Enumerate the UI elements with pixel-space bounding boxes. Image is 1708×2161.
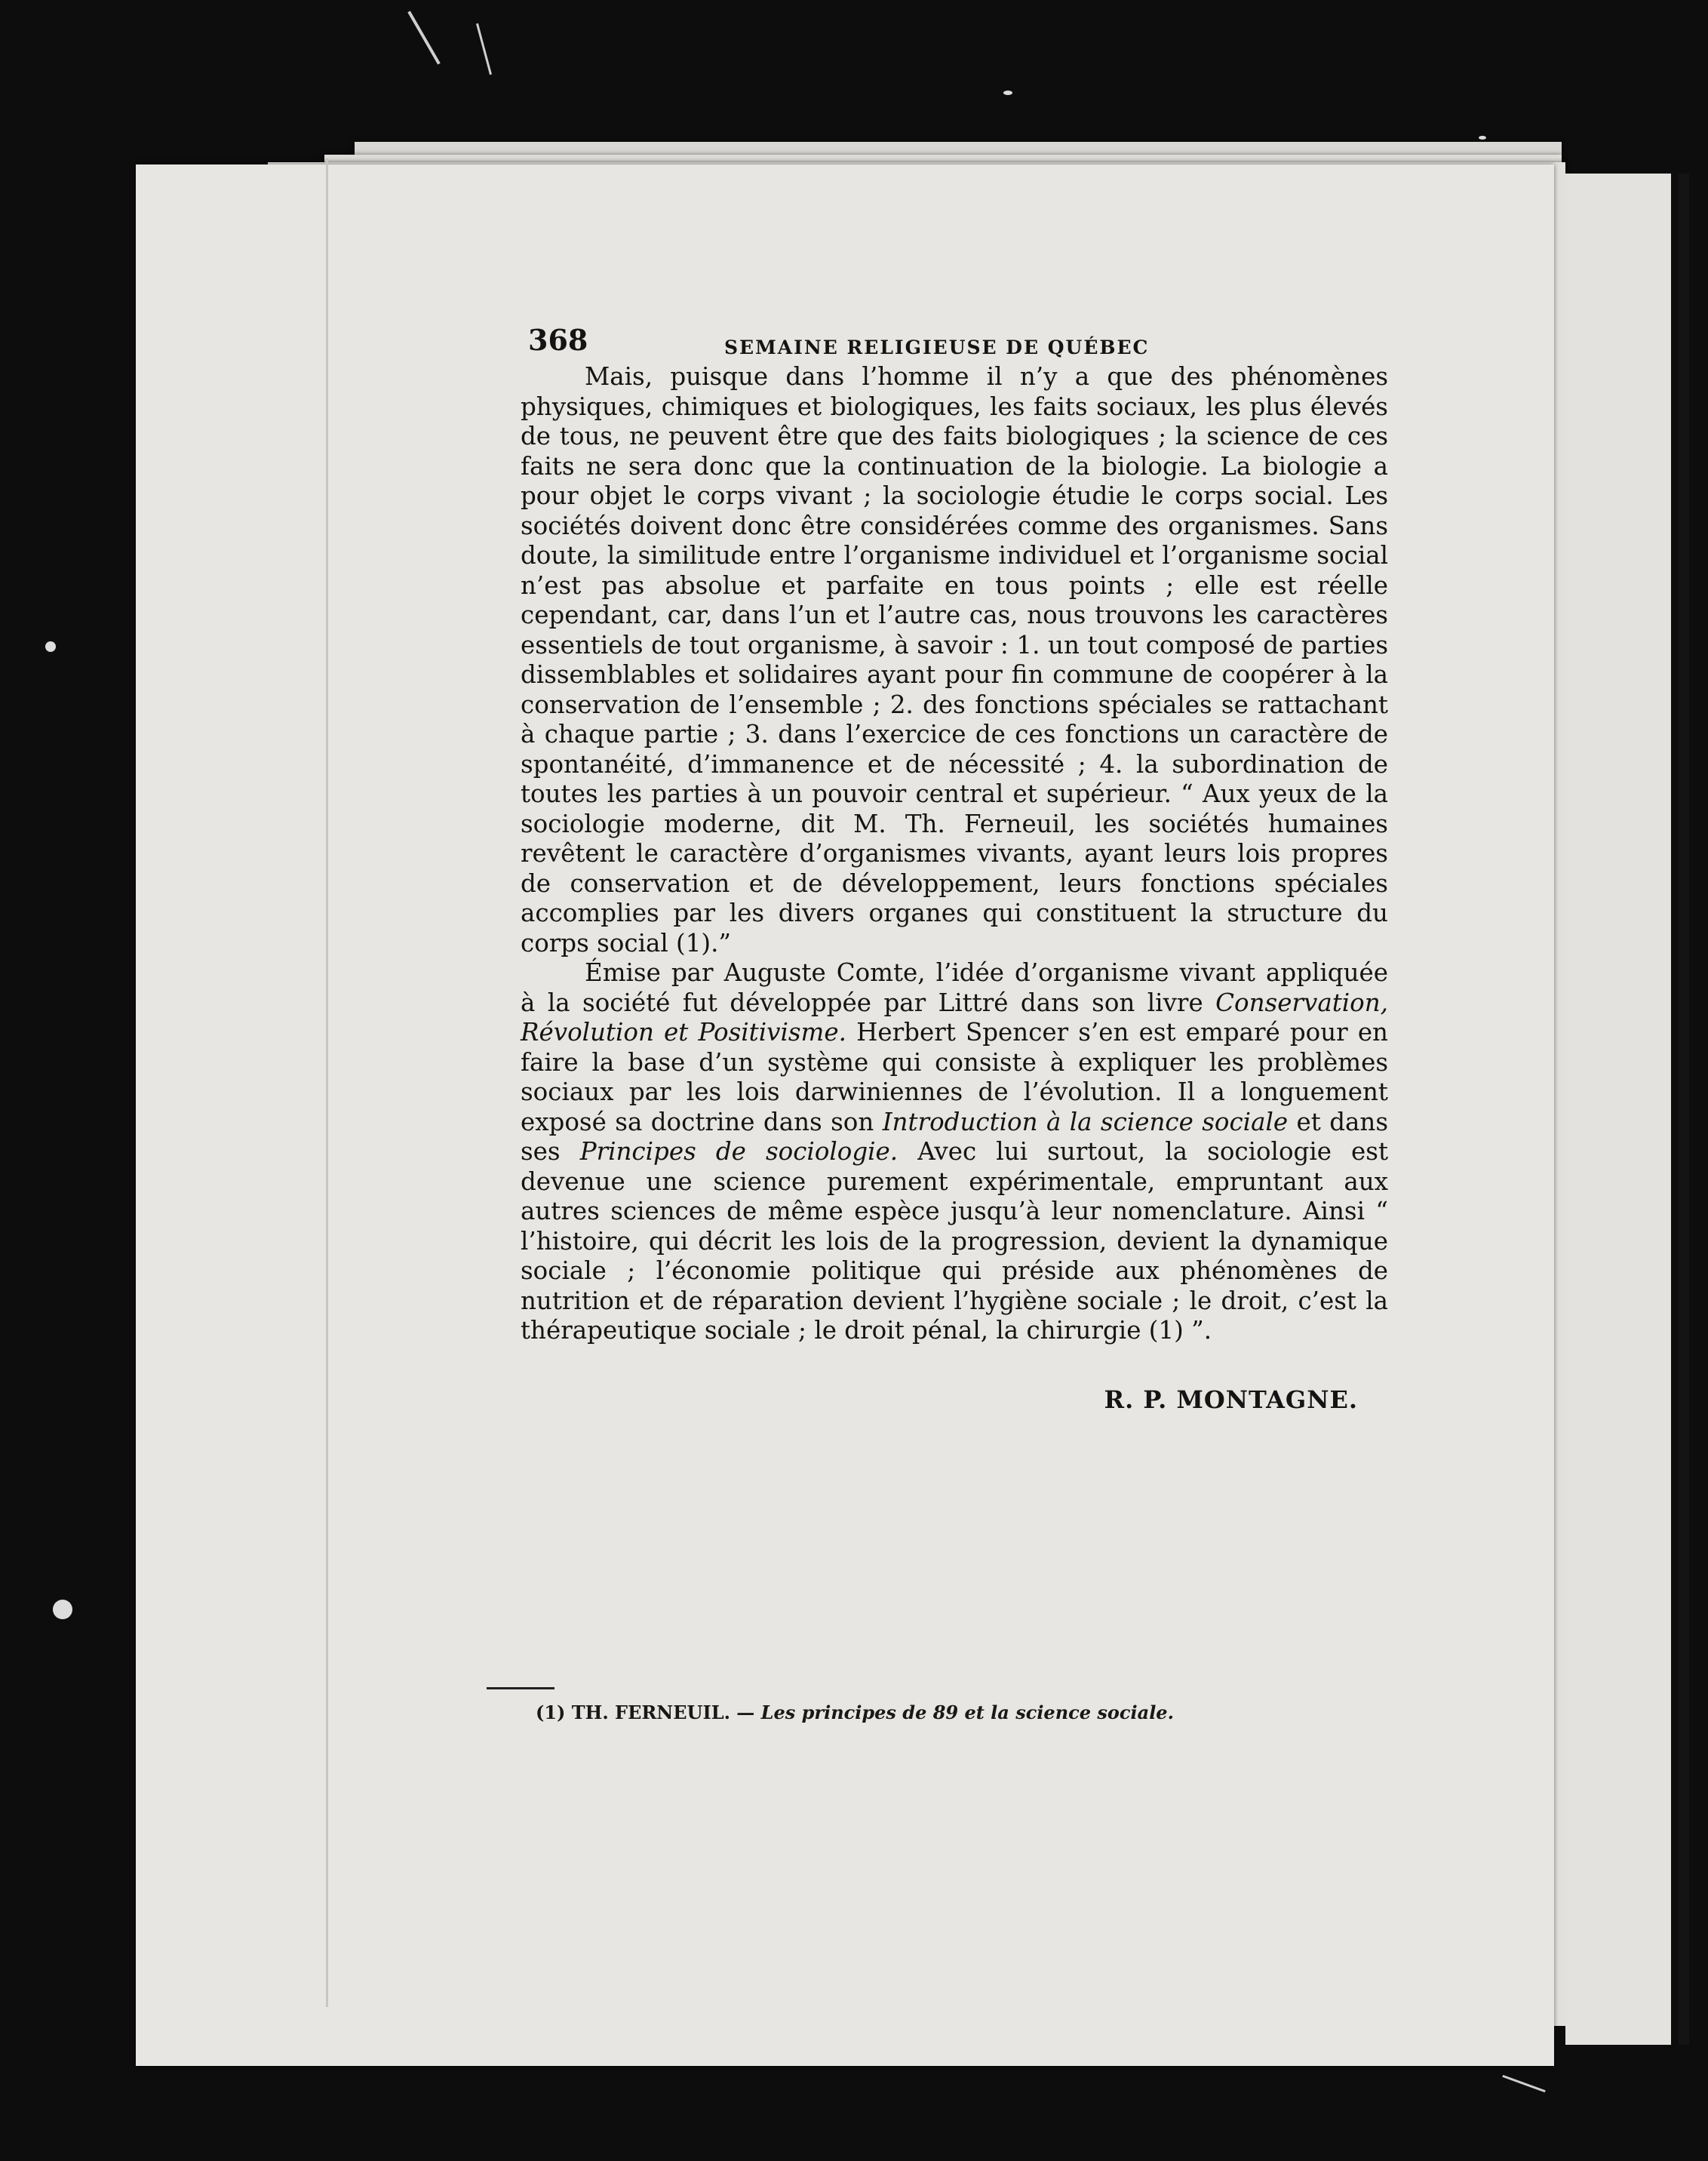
paragraph-2-text: Avec lui surtout, la sociologie est devenue une science purement expérimentale, empruntant aux autres sciences de même espèce jusqu’à leur nomenclature. Ainsi “ l’histoire, qui décrit les lois de la progression, devient la dynamique sociale ; l’économie politique qui préside aux phénomènes de nutrition et de réparation devient l’hygiène sociale ; le droit, c’est la thérapeutique sociale ; le droit pénal, la chirurgie (1) ”.: [521, 1137, 1389, 1345]
page-text: [521, 317, 1388, 1414]
book-title-introduction: Introduction à la science sociale: [882, 1107, 1289, 1136]
paragraph-2-text: et dans ses: [521, 1107, 1389, 1166]
page-number: 368: [528, 323, 588, 357]
running-head: SEMAINE RELIGIEUSE DE QUÉBEC: [724, 337, 1150, 358]
dust-speck: [53, 1600, 72, 1619]
paragraph-1: Mais, puisque dans l’homme il n’y a que des phénomènes physiques, chimiques et biologiques, les faits sociaux, les plus élevés de tous, ne peuvent être que des faits biologiques ; la science de ces faits ne sera donc que la continuation de la biologie. La biologie a pour objet le corps vivant ; la sociologie étudie le corps social. Les sociétés doivent donc être considérées comme des organismes. Sans doute, la similitude entre l’organisme individuel et l’organisme social n’est pas absolue et parfaite en tous points ; elle est réelle cependant, car, dans l’un et l’autre cas, nous trouvons les caractères essentiels de tout organisme, à savoir : 1. un tout composé de parties dissemblables et solidaires ayant pour fin commune de coopérer à la conservation de l’ensemble ; 2. des fonctions spéciales se rattachant à chaque partie ; 3. dans l’exercice de ces fonctions un caractère de spontanéité, d’immanence et de nécessité ; 4. la subordination de toutes les parties à un pouvoir central et supérieur. “ Aux yeux de la sociologie moderne, dit M. Th. Ferneuil, les sociétés humaines revêtent le caractère d’organismes vivants, ayant leurs lois propres de conservation et de développement, leurs fonctions spéciales accomplies par les divers organes qui constituent la structure du corps social (1).”: [521, 362, 1388, 958]
paragraph-2-text: Herbert Spencer s’en est emparé pour en faire la base d’un système qui consiste à expliquer les problèmes sociaux par les lois darwiniennes de l’évolution. Il a longuement exposé sa doctrine dans son: [521, 1018, 1388, 1136]
paragraph-2: [521, 958, 1388, 1346]
footnote-marker: (1): [536, 1701, 566, 1723]
adjacent-page-edge: [1565, 174, 1671, 2045]
footnote-author: TH. FERNEUIL. —: [571, 1701, 755, 1723]
footnote: [536, 1701, 1441, 1723]
film-scratch: [476, 23, 492, 75]
book-title-conservation: Conservation, Révolution et Positivisme.: [521, 988, 1388, 1047]
book-title-principes: Principes de sociologie.: [579, 1137, 899, 1166]
film-scratch: [1502, 2075, 1545, 2092]
page-header: [521, 317, 1388, 362]
paragraph-2-text: Émise par Auguste Comte, l’idée d’organisme vivant appliquée à la société fut développée par Littré dans son livre: [521, 958, 1388, 1017]
body-text: [521, 362, 1388, 1346]
dust-speck: [45, 641, 56, 652]
film-scratch: [407, 11, 440, 64]
author-signature: R. P. MONTAGNE.: [1104, 1385, 1358, 1414]
stacked-page-edge: [326, 158, 328, 2007]
dust-speck: [1003, 91, 1012, 95]
footnote-title: Les principes de 89 et la science sociale.: [760, 1701, 1174, 1723]
footnote-rule: [487, 1687, 554, 1689]
dust-speck: [1479, 136, 1486, 140]
page-gutter: [1679, 174, 1689, 2045]
